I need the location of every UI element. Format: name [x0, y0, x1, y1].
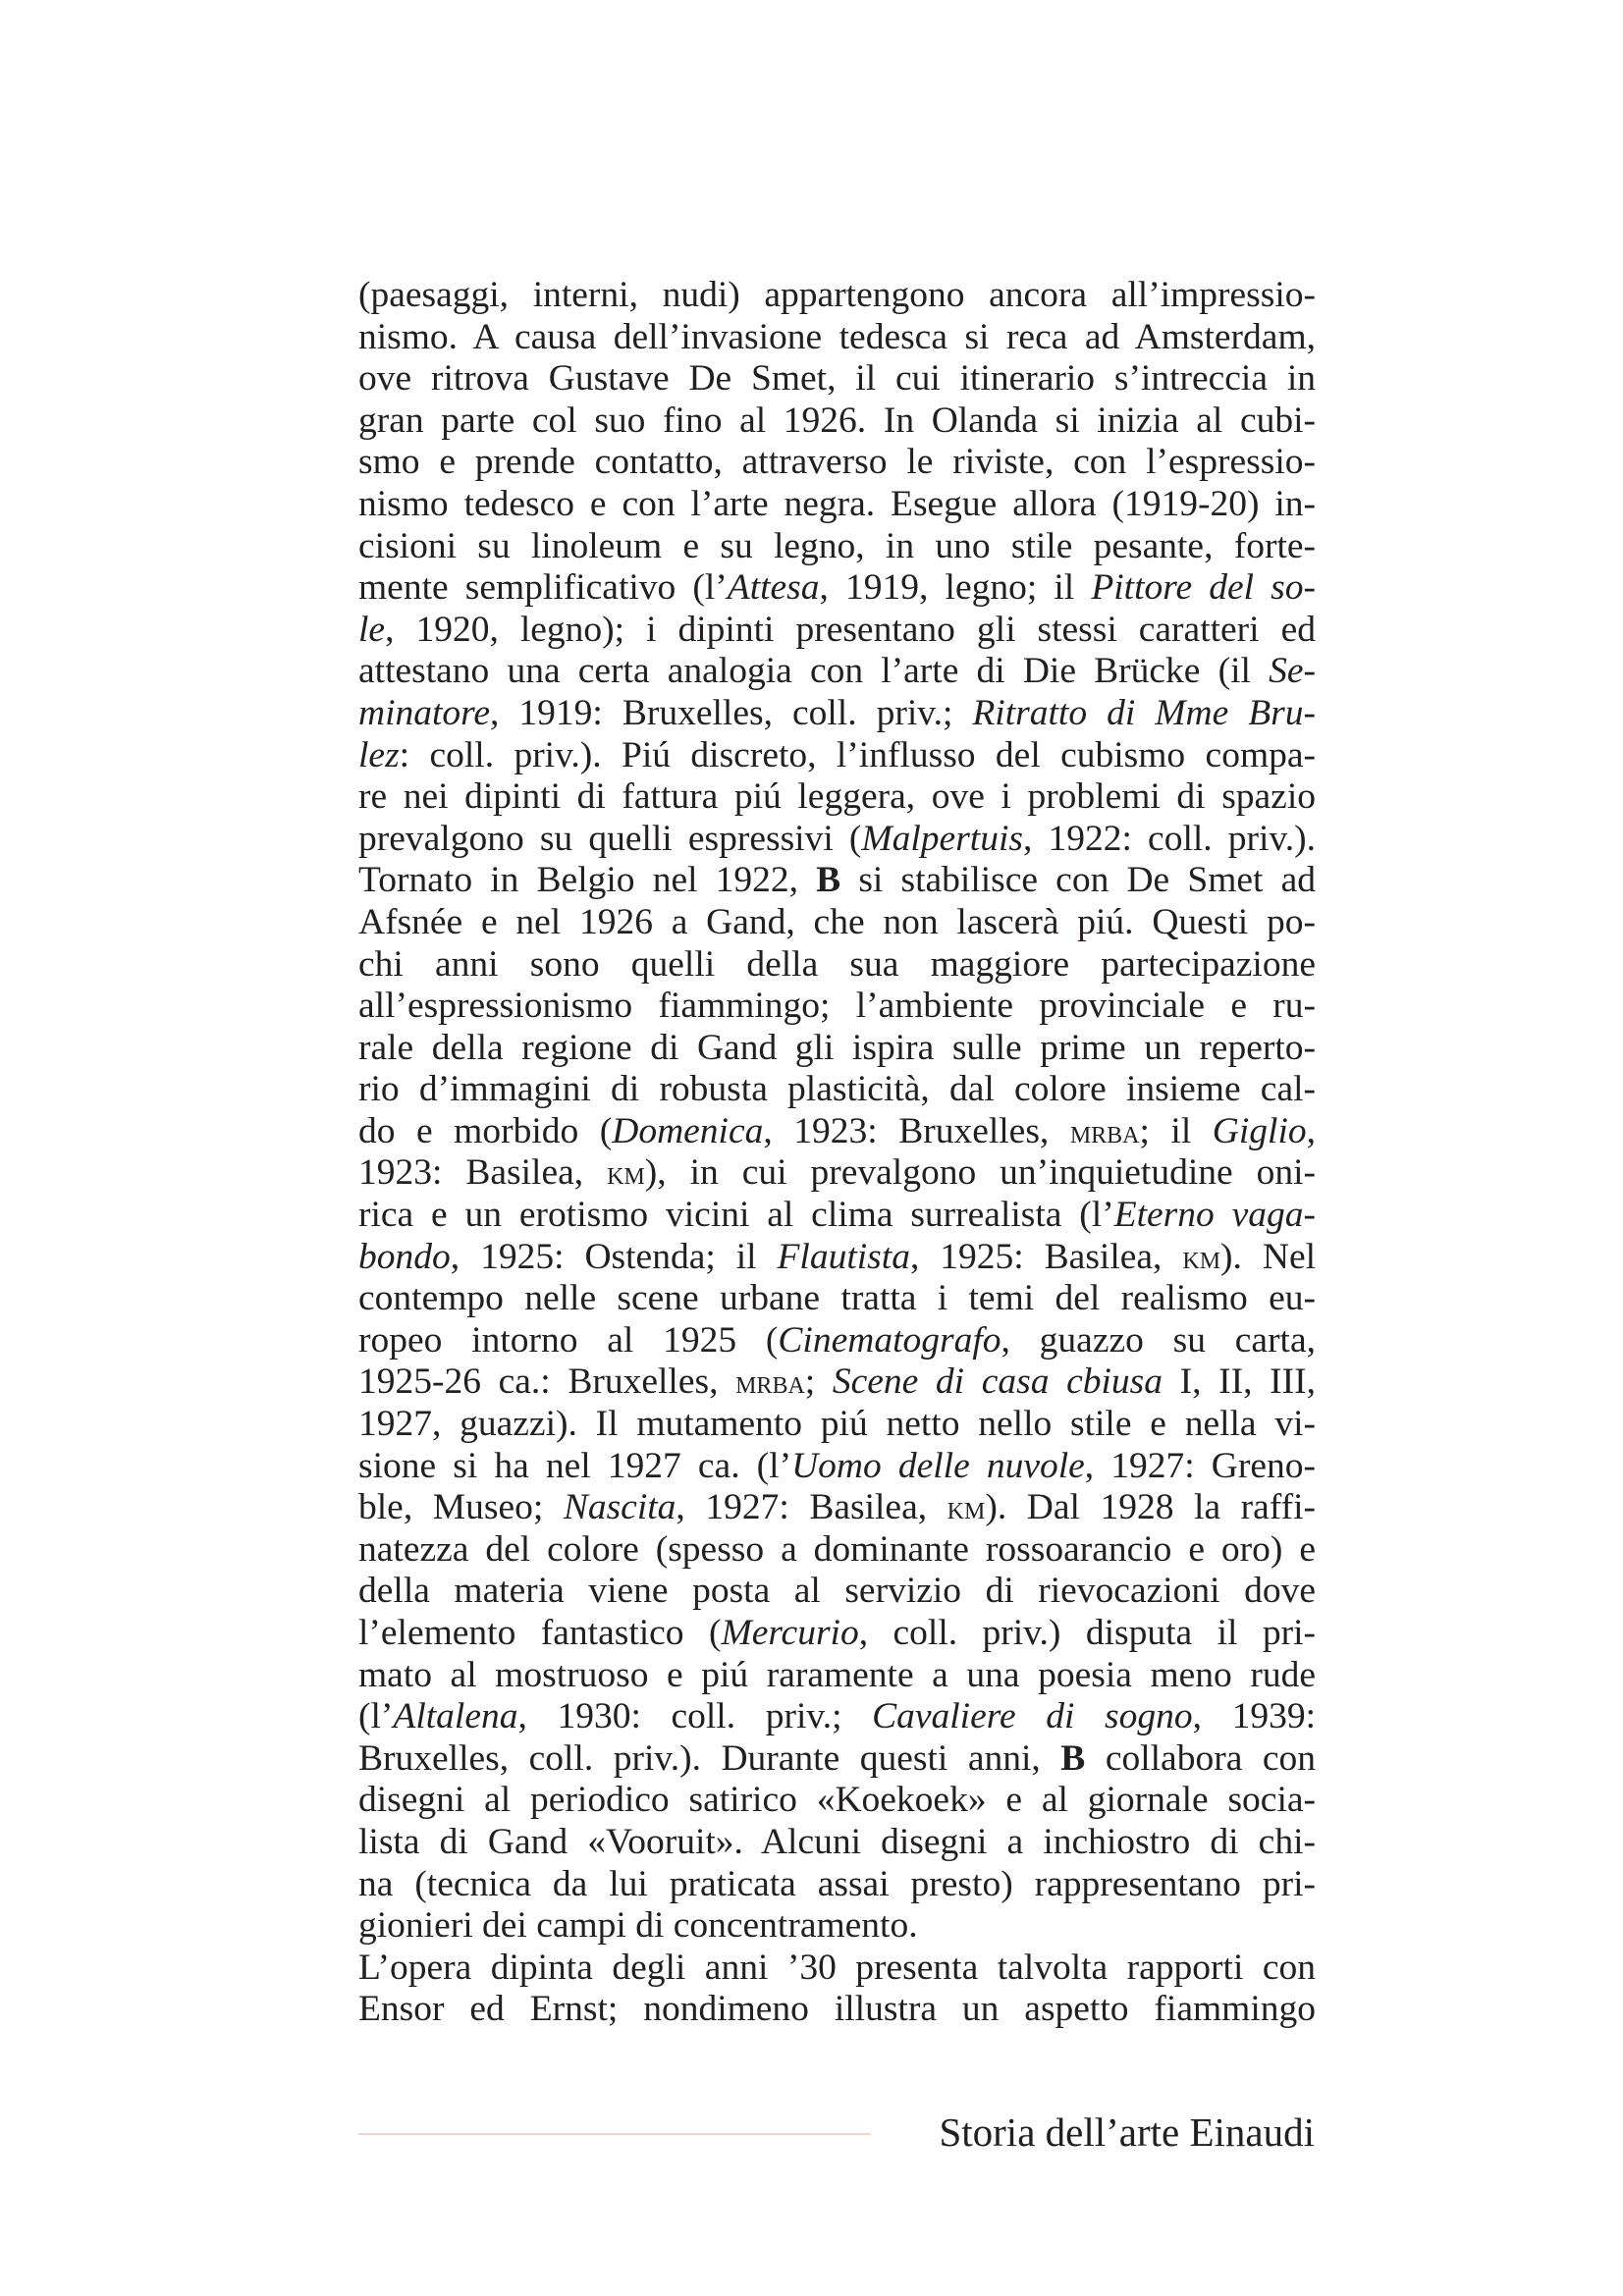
text-line: mente semplificativo (l’Attesa, 1919, legno; il Pittore del so-	[358, 567, 1316, 609]
text-line: bondo, 1925: Ostenda; il Flautista, 1925: Basilea, km). Nel	[358, 1236, 1317, 1277]
text-line: all’espressionismo fiammingo; l’ambiente provinciale e ru-	[358, 986, 1316, 1027]
text-line: Ensor ed Ernst; nondimeno illustra un aspetto fiammingo	[358, 1989, 1316, 2030]
footer-title: Storia dell’arte Einaudi	[939, 2109, 1315, 2155]
text-line: smo e prende contatto, attraverso le riviste, con l’espressio-	[358, 442, 1316, 483]
text-line: 1927, guazzi). Il mutamento piú netto nello stile e nella vi-	[358, 1404, 1316, 1445]
text-line: lez: coll. priv.). Piú discreto, l’influsso del cubismo compa-	[358, 734, 1316, 775]
text-line: rale della regione di Gand gli ispira sulle prime un reperto-	[358, 1027, 1316, 1068]
text-line: na (tecnica da lui praticata assai presto) rappresentano pri-	[358, 1863, 1316, 1904]
text-line: natezza del colore (spesso a dominante rossoarancio e oro) e	[358, 1528, 1316, 1570]
text-line: ble, Museo; Nascita, 1927: Basilea, km). Dal 1928 la raffi-	[358, 1487, 1316, 1528]
text-line: (paesaggi, interni, nudi) appartengono ancora all’impressio-	[358, 275, 1316, 315]
text-line: della materia viene posta al servizio di rievocazioni dove	[358, 1571, 1316, 1612]
text-line: chi anni sono quelli della sua maggiore partecipazione	[358, 943, 1316, 985]
text-line: 1925-26 ca.: Bruxelles, mrba; Scene di casa cbiusa I, II, III,	[358, 1362, 1316, 1403]
text-line: ove ritrova Gustave De Smet, il cui itinerario s’intreccia in	[358, 358, 1316, 400]
text-line: do e morbido (Domenica, 1923: Bruxelles, mrba; il Giglio,	[358, 1110, 1316, 1151]
body-text	[358, 275, 1316, 2031]
text-line: mato al mostruoso e piú raramente a una poesia meno rude	[358, 1654, 1316, 1695]
text-line: sione si ha nel 1927 ca. (l’Uomo delle nuvole, 1927: Greno-	[358, 1445, 1317, 1486]
text-line: Afsnée e nel 1926 a Gand, che non lascerà piú. Questi po-	[358, 901, 1316, 942]
text-line: minatore, 1919: Bruxelles, coll. priv.; Ritratto di Mme Bru-	[358, 692, 1316, 733]
text-line: disegni al periodico satirico «Koekoek» e al giornale socia-	[358, 1780, 1316, 1821]
text-line: 1923: Basilea, km), in cui prevalgono un’inquietudine oni-	[358, 1152, 1316, 1194]
text-line: Bruxelles, coll. priv.). Durante questi anni, B collabora con	[358, 1737, 1316, 1779]
text-line: gionieri dei campi di concentramento.	[358, 1905, 918, 1947]
text-line: cisioni su linoleum e su legno, in uno stile pesante, forte-	[358, 525, 1316, 566]
text-line: le, 1920, legno); i dipinti presentano gli stessi caratteri ed	[358, 609, 1316, 650]
text-line: gran parte col suo fino al 1926. In Olanda si inizia al cubi-	[358, 400, 1316, 441]
text-line: nismo tedesco e con l’arte negra. Esegue allora (1919-20) in-	[358, 483, 1316, 524]
text-line: lista di Gand «Vooruit». Alcuni disegni a inchiostro di chi-	[358, 1821, 1316, 1862]
text-line: rio d’immagini di robusta plasticità, dal colore insieme cal-	[358, 1069, 1316, 1110]
text-line: ropeo intorno al 1925 (Cinematografo, guazzo su carta,	[358, 1319, 1316, 1361]
text-line: prevalgono su quelli espressivi (Malpertuis, 1922: coll. priv.).	[358, 818, 1316, 859]
text-line: nismo. A causa dell’invasione tedesca si reca ad Amsterdam,	[358, 316, 1316, 357]
text-line: re nei dipinti di fattura piú leggera, ove i problemi di spazio	[358, 776, 1316, 818]
text-line: l’elemento fantastico (Mercurio, coll. priv.) disputa il pri-	[358, 1613, 1316, 1653]
text-line: Tornato in Belgio nel 1922, B si stabilisce con De Smet ad	[358, 860, 1316, 901]
footer-rule	[358, 2133, 871, 2135]
text-line: (l’Altalena, 1930: coll. priv.; Cavaliere di sogno, 1939:	[358, 1696, 1317, 1737]
text-line: L’opera dipinta degli anni ’30 presenta talvolta rapporti con	[358, 1947, 1316, 1988]
text-line: rica e un erotismo vicini al clima surrealista (l’Eterno vaga-	[358, 1195, 1316, 1236]
text-line: contempo nelle scene urbane tratta i temi del realismo eu-	[358, 1278, 1316, 1319]
text-line: attestano una certa analogia con l’arte di Die Brücke (il Se-	[358, 651, 1316, 692]
